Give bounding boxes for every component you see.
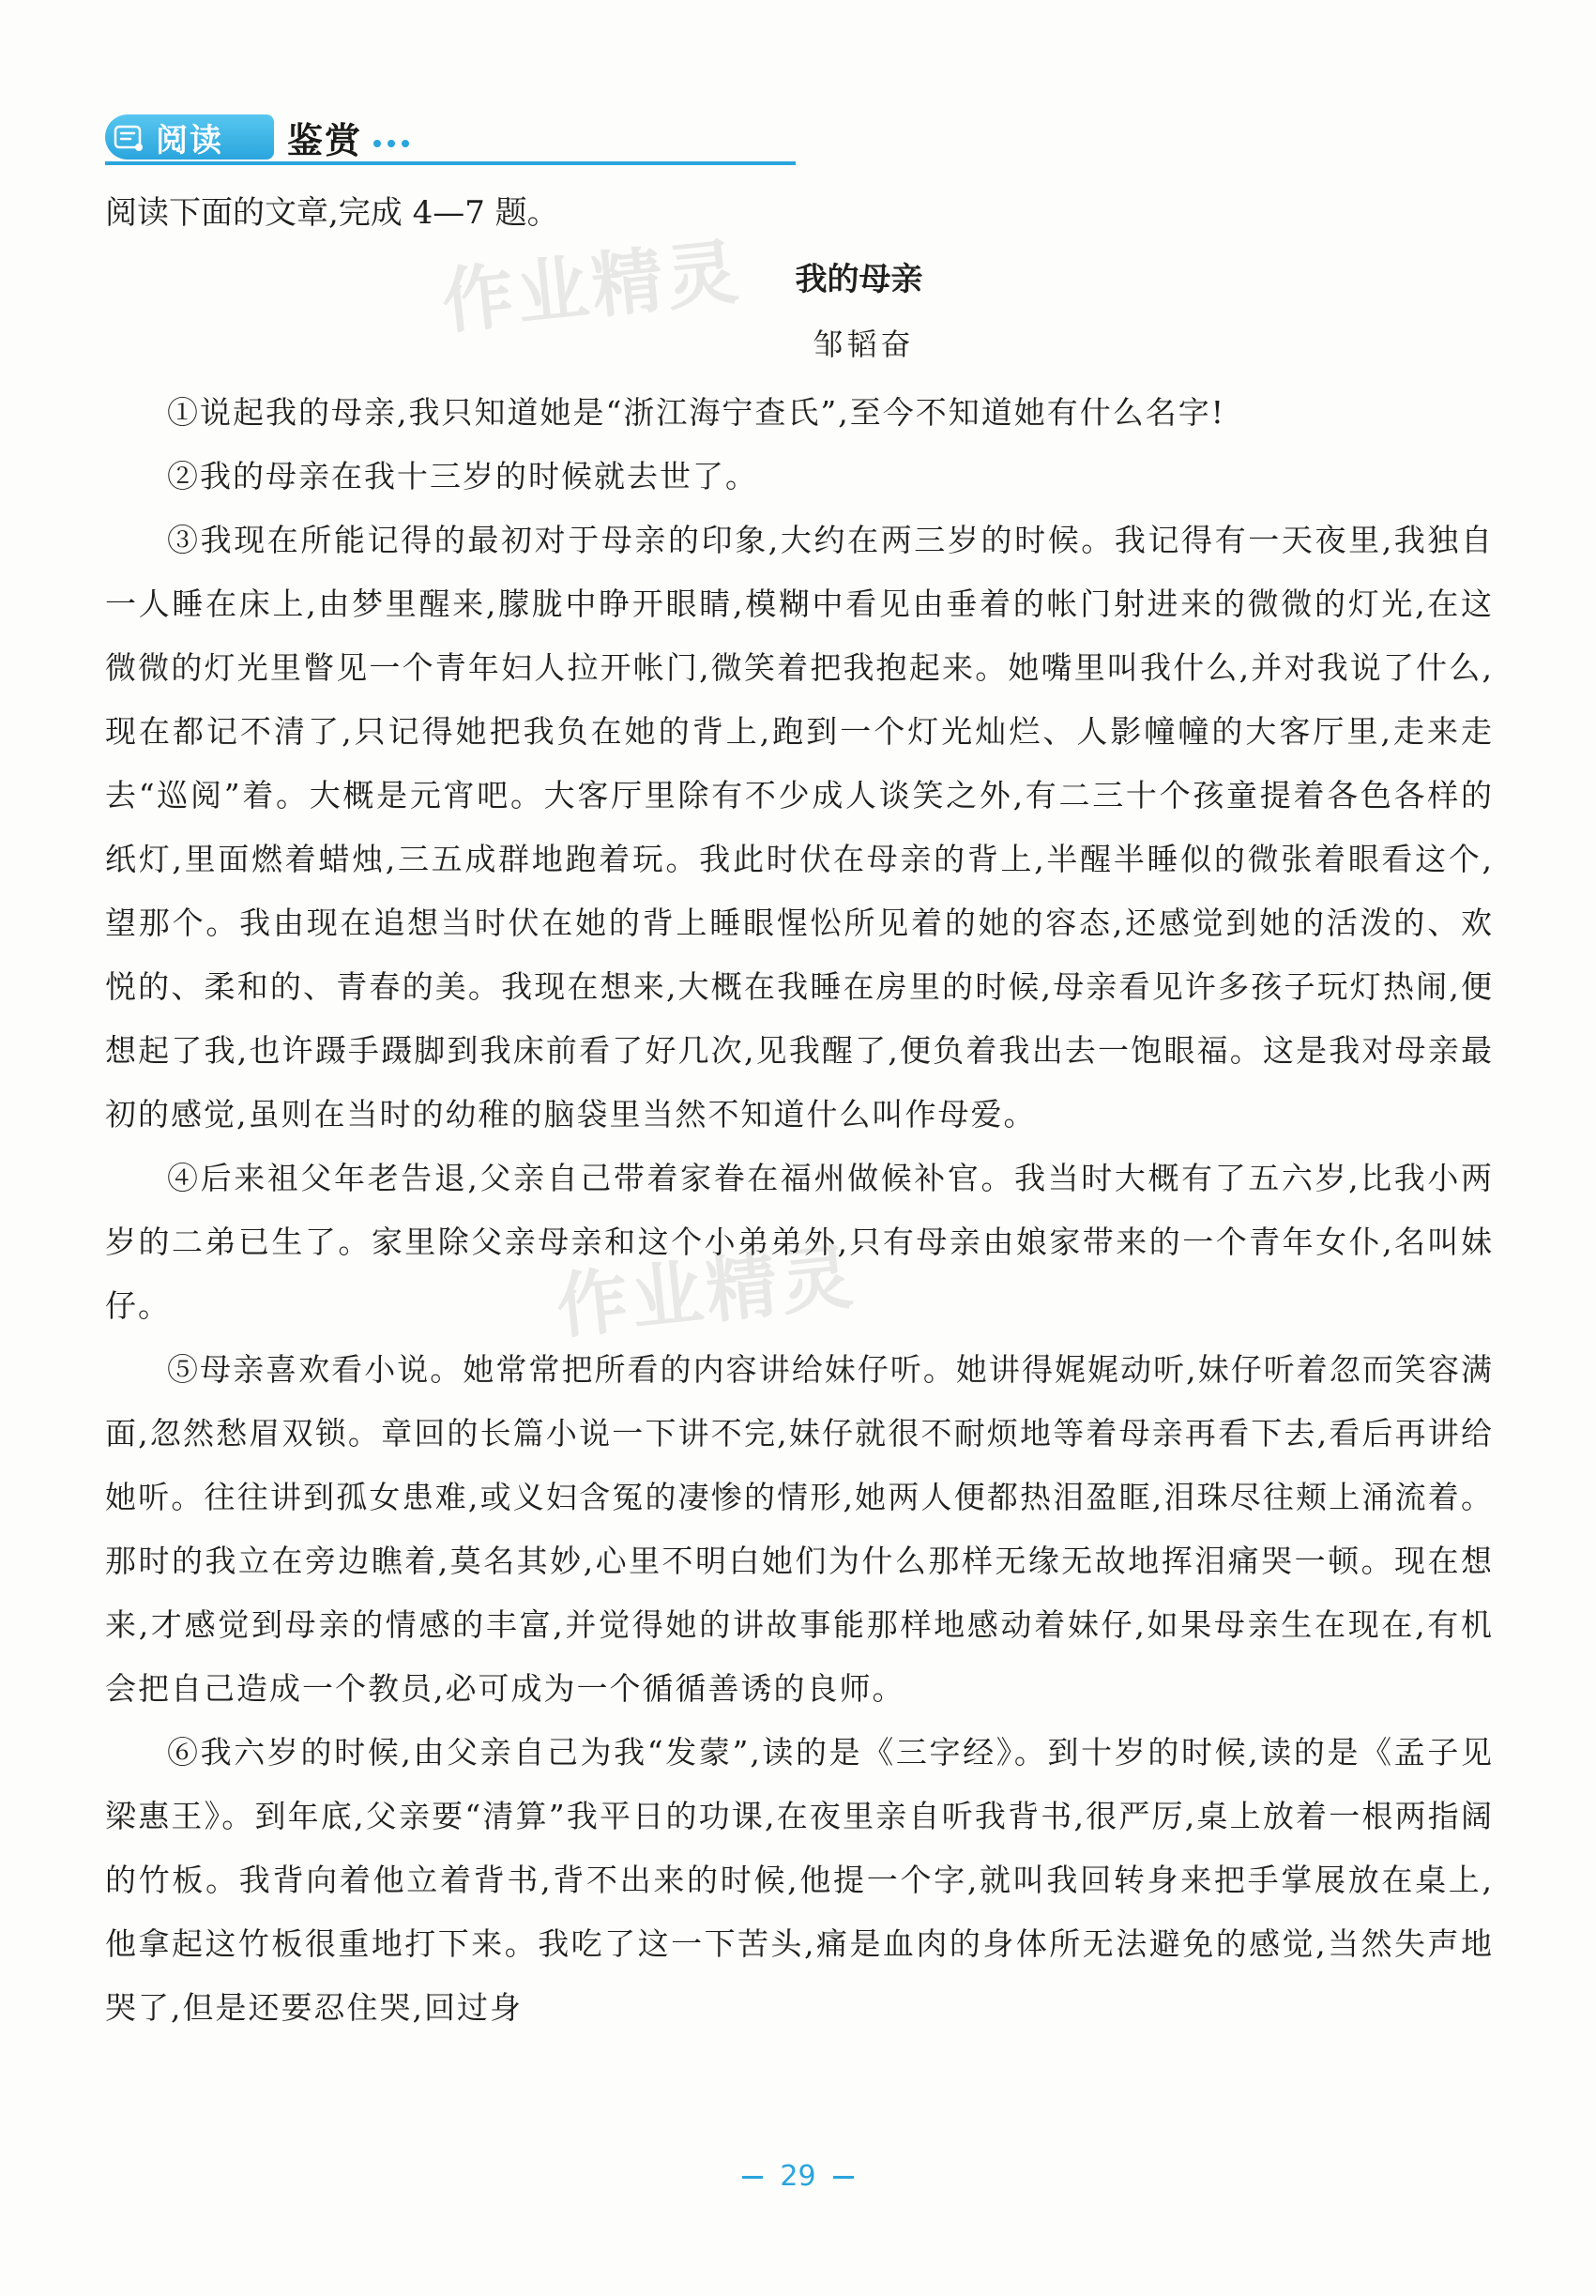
section-header [105, 111, 409, 163]
article-title: 我的母亲 [795, 261, 923, 298]
page-number-dash-right [833, 2176, 854, 2179]
paragraph-6: ⑥我六岁的时候,由父亲自己为我“发蒙”,读的是《三字经》。到十岁的时候,读的是《孟子见梁惠王》。到年底,父亲要“清算”我平日的功课,在夜里亲自听我背书,很严厉,桌上放着一根两指阔的竹板。我背向着他立着背书,背不出来的时候,他提一个字,就叫我回转身来把手掌展放在桌上,他拿起这竹板很重地打下来。我吃了这一下苦头,痛是血肉的身体所无法避免的感觉,当然失声地哭了,但是还要忍住哭,回过身 [105, 1734, 1494, 2026]
badge-label: 阅读 [156, 121, 223, 160]
section-label: 鉴赏 [287, 119, 363, 161]
paragraph-3: ③我现在所能记得的最初对于母亲的印象,大约在两三岁的时候。我记得有一天夜里,我独自一人睡在床上,由梦里醒来,朦胧中睁开眼睛,模糊中看见由垂着的帐门射进来的微微的灯光,在这微微的灯光里瞥见一个青年妇人拉开帐门,微笑着把我抱起来。她嘴里叫我什么,并对我说了什么,现在都记不清了,只记得她把我负在她的背上,跑到一个灯光灿烂、人影幢幢的大客厅里,走来走去“巡阅”着。大概是元宵吧。大客厅里除有不少成人谈笑之外,有二三十个孩童提着各色各样的纸灯,里面燃着蜡烛,三五成群地跑着玩。我此时伏在母亲的背上,半醒半睡似的微张着眼看这个,望那个。我由现在追想当时伏在她的背上睡眼惺忪所见着的她的容态,还感觉到她的活泼的、欢悦的、柔和的、青春的美。我现在想来,大概在我睡在房里的时候,母亲看见许多孩子玩灯热闹,便想起了我,也许蹑手蹑脚到我床前看了好几次,见我醒了,便负着我出去一饱眼福。这是我对母亲最初的感觉,虽则在当时的幼稚的脑袋里当然不知道什么叫作母爱。 [105, 522, 1494, 1133]
paragraph-1: ①说起我的母亲,我只知道她是“浙江海宁查氏”,至今不知道她有什么名字! [167, 394, 1225, 431]
page-number-value: 29 [780, 2160, 816, 2193]
page-number [0, 2160, 1596, 2193]
paragraph-4: ④后来祖父年老告退,父亲自己带着家眷在福州做候补官。我当时大概有了五六岁,比我小两岁的二弟已生了。家里除父亲母亲和这个小弟弟外,只有母亲由娘家带来的一个青年女仆,名叫妹仔。 [105, 1160, 1494, 1324]
article-author: 邹韬奋 [813, 327, 915, 362]
header-dots [373, 127, 409, 147]
watermark: 作业精灵 [437, 229, 746, 344]
paragraph-5: ⑤母亲喜欢看小说。她常常把所看的内容讲给妹仔听。她讲得娓娓动听,妹仔听着忽而笑容满面,忽然愁眉双锁。章回的长篇小说一下讲不完,妹仔就很不耐烦地等着母亲再看下去,看后再讲给她听。往往讲到孤女患难,或义妇含冤的凄惨的情形,她两人便都热泪盈眶,泪珠尽往颊上涌流着。那时的我立在旁边瞧着,莫名其妙,心里不明白她们为什么那样无缘无故地挥泪痛哭一顿。现在想来,才感觉到母亲的情感的丰富,并觉得她的讲故事能那样地感动着妹仔,如果母亲生在现在,有机会把自己造成一个教员,必可成为一个循循善诱的良师。 [105, 1351, 1494, 1707]
reading-badge [105, 114, 274, 160]
instruction-text: 阅读下面的文章,完成 4—7 题。 [105, 194, 559, 232]
book-icon [113, 121, 144, 153]
header-divider [105, 161, 796, 165]
article-body [105, 381, 1494, 2040]
page-number-dash-left [742, 2176, 763, 2179]
watermark: 作业精灵 [552, 1234, 860, 1349]
paragraph-2: ②我的母亲在我十三岁的时候就去世了。 [167, 458, 758, 494]
